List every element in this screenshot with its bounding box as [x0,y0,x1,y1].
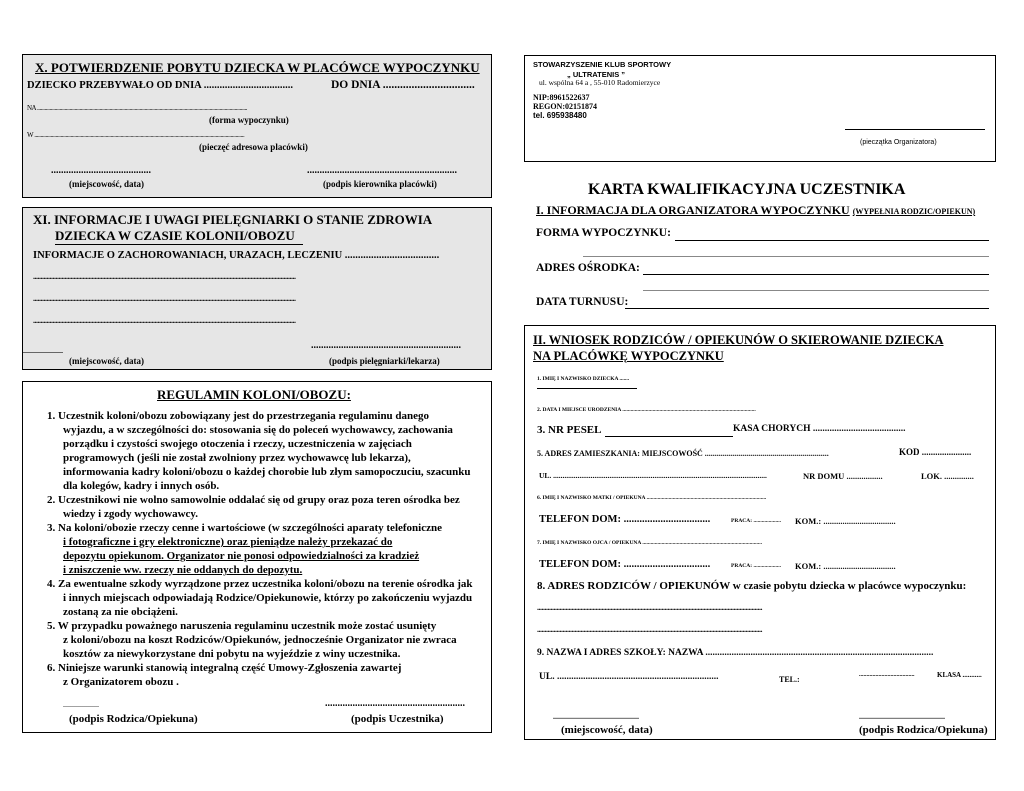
regulamin-line: 6. Niniejsze warunki stanowią integralną część Umowy-Zgłoszenia zawartej [47,662,402,674]
regulamin-line: zostaną za nie obciążeni. [63,606,178,618]
section-i-title-text: I. INFORMACJA DLA ORGANIZATORA WYPOCZYNKU [536,203,850,217]
regulamin-title: REGULAMIN KOLONI/OBOZU: [157,387,351,402]
adres-label: ADRES OŚRODKA: [536,262,640,274]
stay-from-field[interactable]: DZIECKO PRZEBYWAŁO OD DNIA .................................. [27,80,294,91]
w-field[interactable]: W ........................................................................................................................................................................ [27,131,245,139]
parents-address-label: 8. ADRES RODZICÓW / OPIEKUNÓW w czasie pobytu dziecka w placówce wypoczynku: [537,580,967,592]
mother-phone-mobile[interactable]: KOM.: .................................. [795,516,896,526]
section-xi-box [22,207,492,370]
stay-to-field[interactable]: DO DNIA ................................ [331,79,475,91]
parents-address-line-1[interactable]: ...................................................................................................................................................... [537,603,762,612]
stamp-caption: (pieczęć adresowa placówki) [199,142,308,152]
parent-sign-caption: (podpis Rodzica/Opiekuna) [69,713,198,725]
regulamin-line: z koloni/obozu na koszt Rodziców/Opiekunów, jednocześnie Organizator nie zwraca [63,634,457,646]
regulamin-line: z Organizatorem obozu . [63,676,179,688]
section-x-box [22,54,492,198]
sign-caption: (podpis kierownika placówki) [323,179,437,189]
regulamin-line: i fotograficzne i gry elektroniczne) oraz pieniądze należy przekazać do [63,536,393,548]
health-line-3[interactable]: ............................................................................................................................................................................... [33,316,296,325]
regulamin-line: 1. Uczestnik koloni/obozu zobowiązany jest do przestrzegania regulaminu danego [47,410,430,422]
data-label: DATA TURNUSU: [536,296,629,308]
mother-phone-work[interactable]: PRACA: .................... [731,518,781,524]
child-name-line[interactable] [537,388,637,389]
street-field[interactable]: UL. .................................................................................................................. [539,471,767,480]
nurse-sign-caption: (podpis pielęgniarki/lekarza) [329,356,440,366]
mother-name-field[interactable]: 6. IMIĘ I NAZWISKO MATKI / OPIEKUNA ....................................................................................... [537,495,767,501]
section-xi-title-1: XI. INFORMACJE I UWAGI PIELĘGNIARKI O STANIE ZDROWIA [33,212,433,227]
organizer-box [524,55,996,162]
participant-sign-dots[interactable]: ........................................................ [325,698,465,709]
section-x-title: X. POTWIERDZENIE POBYTU DZIECKA W PLACÓWCE WYPOCZYNKU [35,60,480,75]
address-field[interactable]: 5. ADRES ZAMIESZKANIA: MIEJSCOWOŚĆ .............................................................. [537,449,829,458]
org-name: STOWARZYSZENIE KLUB SPORTOWY [533,60,672,69]
regulamin-line: 2. Uczestnikowi nie wolno samowolnie oddalać się od grupy oraz poza teren ośrodka bez [47,494,460,506]
org-tel: tel. 695938480 [533,111,587,120]
school-class-field[interactable]: KLASA ........... [937,671,982,679]
school-tel-dots[interactable]: ..................................... [859,672,915,678]
place-caption: (miejscowość, data) [69,356,144,366]
flat-no-field[interactable]: LOK. .............. [921,471,974,481]
birth-field[interactable]: 2. DATA I MIEJSCE URODZENIA ................................................................................................. [537,407,756,413]
pesel-label: 3. NR PESEL [537,424,602,436]
participant-sign-caption: (podpis Uczestnika) [351,713,444,725]
section-xi-title-2: DZIECKA W CZASIE KOLONII/OBOZU [55,228,295,243]
org-nip: NIP:8961522637 [533,93,590,102]
father-phone-home[interactable]: TELEFON DOM: ................................. [539,559,711,570]
school-name-field[interactable]: 9. NAZWA I ADRES SZKOŁY: NAZWA ................................................................................................ [537,648,934,658]
org-club: „ ULTRATENIS ” [567,70,626,79]
regulamin-line: programowych (jeśli nie został zwolniony przez wychowawcę lub lekarza), [63,452,411,464]
adres-input-line-2[interactable] [643,290,989,291]
nurse-sign-dots[interactable]: ............................................................ [311,340,461,351]
regulamin-line: kosztów za niewykorzystane dni pobytu na wyjeździe z winy uczestnika. [63,648,401,660]
school-tel-label: TEL.: [779,675,800,684]
school-street-field[interactable]: UL. .................................................................... [539,672,719,682]
org-regon: REGON:02151874 [533,102,597,111]
house-no-field[interactable]: NR DOMU ................. [803,471,883,481]
section-ii-title-2: NA PLACÓWKĘ WYPOCZYNKU [533,349,724,363]
kod-field[interactable]: KOD ...................... [899,447,972,457]
place-dots[interactable]: ........................................ [51,165,151,176]
pesel-input-line[interactable] [605,436,733,437]
health-line-1[interactable]: ............................................................................................................................................................................... [33,272,296,281]
regulamin-line: i zniszczenie ww. rzeczy nie oddanych do depozytu. [63,564,303,576]
section-xi-title-underline [55,244,303,245]
health-info-field[interactable]: INFORMACJE O ZACHOROWANIACH, URAZACH, LECZENIU .................................... [33,250,440,261]
father-phone-work[interactable]: PRACA: .................... [731,563,781,569]
org-stamp-line[interactable] [845,129,985,130]
data-input-line[interactable] [625,308,989,309]
place-dots[interactable]: ........................................... [553,712,639,721]
forma-input-line-2[interactable] [583,256,989,257]
regulamin-line: wiedzy i zgody wychowawcy. [63,508,199,520]
section-ii-title-1: II. WNIOSEK RODZICÓW / OPIEKUNÓW O SKIEROWANIE DZIECKA [533,333,944,347]
forma-input-line[interactable] [675,240,989,241]
forma-label: FORMA WYPOCZYNKU: [536,227,671,239]
parents-address-line-2[interactable]: ...................................................................................................................................................... [537,625,762,634]
place-caption: (miejscowość, data) [561,724,653,736]
place-line[interactable] [23,352,63,353]
health-line-2[interactable]: ............................................................................................................................................................................... [33,294,296,303]
regulamin-box [22,381,492,733]
kasa-chorych-field[interactable]: KASA CHORYCH ....................................... [733,424,906,434]
place-caption: (miejscowość, data) [69,179,144,189]
regulamin-line: informowania kadry koloni/obozu o każdej chorobie lub złym samopoczuciu, szacunku [63,466,471,478]
father-name-field[interactable]: 7. IMIĘ I NAZWISKO OJCA / OPIEKUNA ....................................................................................... [537,540,763,546]
regulamin-line: porządku i czystości swojego otoczenia i rzeczy, uczestniczenia w zajęciach [63,438,412,450]
na-field[interactable]: NA ........................................................................................................................................................................ [27,104,247,112]
adres-input-line[interactable] [643,274,989,275]
regulamin-line: 3. Na koloni/obozie rzeczy cenne i wartościowe (w szczególności aparaty telefoniczne [47,522,442,534]
org-address: ul. wspólna 64 a , 55-010 Radomierzyce [539,78,661,87]
regulamin-line: depozytu opiekunom. Organizator nie ponosi odpowiedzialności za kradzież [63,550,420,562]
section-i-note: (WYPEŁNIA RODZIC/OPIEKUN) [852,207,976,216]
section-ii-box [524,325,996,740]
regulamin-line: wyjazdu, a w szczególności do: stosowania się do poleceń wychowawcy, zachowania [63,424,453,436]
parent-sign-dots[interactable]: ........................................... [859,712,945,721]
regulamin-line: 4. Za ewentualne szkody wyrządzone przez uczestnika koloni/obozu na terenie ośrodka jak [47,578,473,590]
parent-sign-dots[interactable]: .................. [63,700,99,709]
section-i-title [536,203,975,218]
regulamin-line: dla kolegów, kadry i innych osób. [63,480,220,492]
regulamin-line: 5. W przypadku poważnego naruszenia regulaminu uczestnik może zostać usunięty [47,620,437,632]
child-name-field[interactable]: 1. IMIĘ I NAZWISKO DZIECKA ....... [537,376,630,382]
father-phone-mobile[interactable]: KOM.: .................................. [795,561,896,571]
org-stamp-caption: (pieczątka Organizatora) [860,139,937,146]
mother-phone-home[interactable]: TELEFON DOM: ................................. [539,514,711,525]
card-title: KARTA KWALIFIKACYJNA UCZESTNIKA [588,181,906,198]
sign-dots[interactable]: ............................................................ [307,165,457,176]
parent-sign-caption: (podpis Rodzica/Opiekuna) [859,724,988,736]
regulamin-line: i innych miejscach odpowiadają Rodzice/Opiekunowie, którzy po zakończeniu wyjazdu [63,592,473,604]
forma-caption: (forma wypoczynku) [209,115,289,125]
